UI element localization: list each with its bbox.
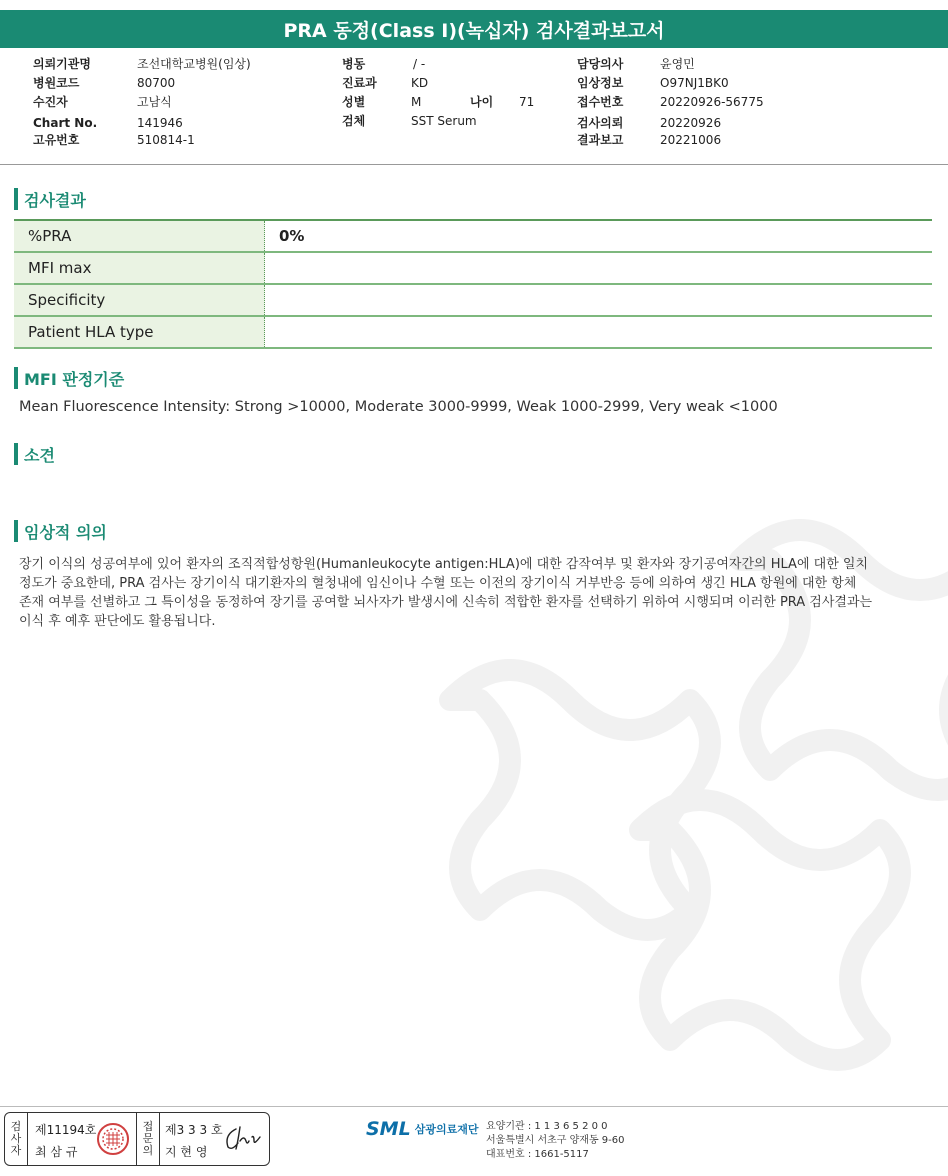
request-label: 검사의뢰 bbox=[577, 116, 624, 130]
org-address: 서울특별시 서초구 양재동 9-60 bbox=[486, 1135, 625, 1146]
section-mfi-header bbox=[14, 367, 124, 389]
section-results-header bbox=[14, 188, 86, 210]
receipt-value: 20220926-56775 bbox=[660, 95, 764, 109]
vert-char: 문 bbox=[142, 1132, 154, 1145]
section-marker bbox=[14, 443, 18, 465]
inspector-vertical-label bbox=[5, 1113, 28, 1165]
chart-label: Chart No. bbox=[33, 116, 98, 130]
clinical-info-label: 임상정보 bbox=[577, 76, 624, 90]
mfi-criteria-text: Mean Fluorescence Intensity: Strong >10000, Moderate 3000-9999, Weak 1000-2999, Very weak <1000 bbox=[19, 399, 778, 415]
result-label-specificity: Specificity bbox=[14, 285, 265, 315]
result-value-mfi bbox=[265, 253, 932, 283]
sml-logo-text: SML bbox=[366, 1118, 411, 1140]
table-row bbox=[14, 285, 932, 317]
approver-name: 지 현 영 bbox=[165, 1145, 208, 1159]
section-mfi-title: MFI 판정기준 bbox=[24, 369, 125, 389]
section-marker bbox=[14, 367, 18, 389]
table-row bbox=[14, 253, 932, 285]
unique-value: 510814-1 bbox=[137, 133, 195, 147]
signature-icon bbox=[222, 1123, 262, 1155]
clinical-significance-text bbox=[19, 555, 934, 631]
report-label: 결과보고 bbox=[577, 133, 624, 147]
receipt-label: 접수번호 bbox=[577, 95, 624, 109]
result-label-hla: Patient HLA type bbox=[14, 317, 265, 347]
table-row bbox=[14, 317, 932, 349]
specimen-label: 검체 bbox=[342, 114, 366, 128]
footer-divider bbox=[0, 1106, 948, 1107]
result-value-hla bbox=[265, 317, 932, 347]
clinical-line: 정도가 중요한데, PRA 검사는 장기이식 대기환자의 혈청내에 임신이나 수혈 또는 이전의 장기이식 거부반응 등에 의하여 생긴 HLA 항원에 대한 항체 bbox=[19, 576, 857, 591]
result-value-pra: 0% bbox=[279, 227, 305, 245]
results-table bbox=[14, 219, 932, 349]
section-opinion-title: 소견 bbox=[24, 445, 55, 465]
seal-stamp-icon bbox=[96, 1122, 130, 1156]
clinical-line: 존재 여부를 선별하고 그 특이성을 동정하여 장기를 공여할 뇌사자가 발생시에 신속히 적합한 환자를 선택하기 위하여 시행되며 이러한 PRA 검사결과는 bbox=[19, 595, 873, 610]
approver-license: 제3 3 3 호 bbox=[165, 1123, 223, 1137]
hospcode-label: 병원코드 bbox=[33, 76, 80, 90]
section-results-title: 검사결과 bbox=[24, 190, 86, 210]
doctor-label: 담당의사 bbox=[577, 57, 624, 71]
vert-char: 검 bbox=[10, 1120, 22, 1133]
care-code: 요양기관 : 1 1 3 6 5 2 0 0 bbox=[486, 1121, 608, 1132]
patient-info bbox=[0, 48, 948, 165]
result-label-pra: %PRA bbox=[14, 221, 265, 251]
hospcode-value: 80700 bbox=[137, 76, 176, 90]
section-marker bbox=[14, 520, 18, 542]
specimen-value: SST Serum bbox=[411, 114, 477, 128]
approver-cell bbox=[160, 1113, 269, 1165]
doctor-value: 윤영민 bbox=[660, 57, 695, 71]
chart-value: 141946 bbox=[137, 116, 183, 130]
inspector-cell bbox=[28, 1113, 136, 1165]
table-row bbox=[14, 221, 932, 253]
hospital-label: 의뢰기관명 bbox=[33, 57, 91, 71]
patient-value: 고남식 bbox=[137, 95, 172, 109]
dept-value: KD bbox=[411, 76, 429, 90]
signature-box bbox=[4, 1112, 270, 1166]
section-clinical-title: 임상적 의의 bbox=[24, 522, 107, 542]
org-phone: 대표번호 : 1661-5117 bbox=[486, 1149, 589, 1160]
approver-vertical-label bbox=[136, 1113, 160, 1165]
ward-label: 병동 bbox=[342, 57, 366, 71]
sex-value: M bbox=[411, 95, 422, 109]
section-opinion-header bbox=[14, 443, 55, 465]
vert-char: 사 bbox=[10, 1132, 22, 1145]
inspector-license: 제11194호 bbox=[35, 1123, 97, 1137]
sex-label: 성별 bbox=[342, 95, 366, 109]
age-value: 71 bbox=[519, 95, 535, 109]
report-value: 20221006 bbox=[660, 133, 722, 147]
vert-char: 자 bbox=[10, 1144, 22, 1157]
result-label-mfi: MFI max bbox=[14, 253, 265, 283]
org-contact bbox=[486, 1120, 625, 1162]
vert-char: 접 bbox=[142, 1120, 154, 1133]
request-value: 20220926 bbox=[660, 116, 722, 130]
section-clinical-header bbox=[14, 520, 107, 542]
report-title: PRA 동정(Class I)(녹십자) 검사결과보고서 bbox=[0, 10, 948, 48]
unique-label: 고유번호 bbox=[33, 133, 80, 147]
clinical-info-value: O97NJ1BK0 bbox=[660, 76, 729, 90]
sml-logo bbox=[366, 1118, 478, 1140]
section-marker bbox=[14, 188, 18, 210]
ward-value: / - bbox=[413, 57, 426, 71]
patient-label: 수진자 bbox=[33, 95, 68, 109]
hospital-value: 조선대학교병원(임상) bbox=[137, 57, 251, 71]
dept-label: 진료과 bbox=[342, 76, 377, 90]
vert-char: 의 bbox=[142, 1144, 154, 1157]
clinical-line: 이식 후 예후 판단에도 활용됩니다. bbox=[19, 614, 216, 629]
result-value-specificity bbox=[265, 285, 932, 315]
inspector-name: 최 삼 규 bbox=[35, 1145, 78, 1159]
clinical-line: 장기 이식의 성공여부에 있어 환자의 조직적합성항원(Humanleukocyte antigen:HLA)에 대한 감작여부 및 환자와 장기공여자간의 HLA에 대한 일치 bbox=[19, 557, 868, 572]
age-label: 나이 bbox=[470, 95, 494, 109]
org-name: 삼광의료재단 bbox=[414, 1123, 479, 1136]
